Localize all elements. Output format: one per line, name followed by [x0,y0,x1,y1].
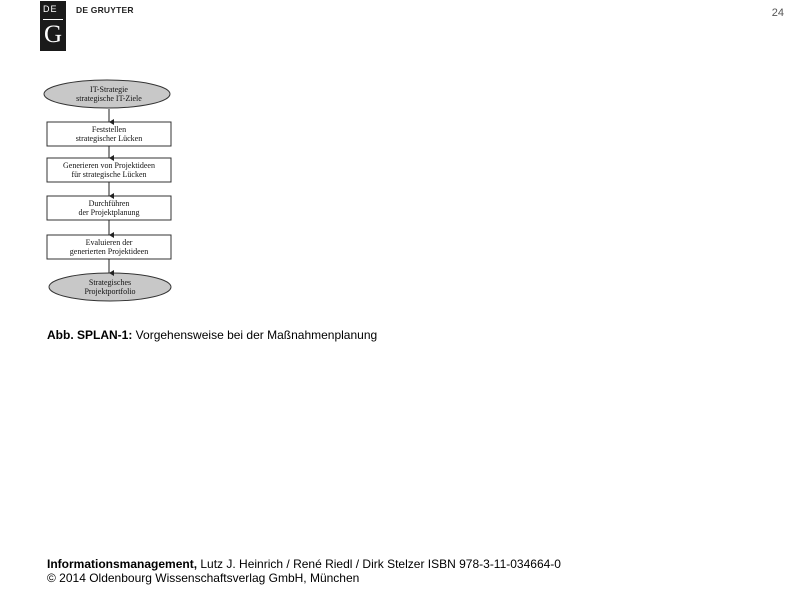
node-line: der Projektplanung [78,208,140,217]
node-line: generierten Projektideen [69,247,149,256]
figure-caption [47,328,377,342]
node-label-start [47,82,171,106]
logo-de-text: DE [43,4,58,14]
node-label-end [49,275,171,299]
node-line: Durchführen [88,199,130,208]
node-line: Evaluieren der [85,238,133,247]
publisher-name: DE GRUYTER [76,5,134,15]
node-line: Strategisches [88,278,132,287]
book-title: Informationsmanagement, [47,557,198,571]
flowchart-graphic [40,78,180,304]
logo-g-letter: G [44,21,63,48]
node-line: Projektportfolio [84,287,136,296]
book-authors-isbn: Lutz J. Heinrich / René Riedl / Dirk Stelzer ISBN 978-3-11-034664-0 [197,557,561,571]
node-label-step-2 [47,158,171,182]
caption-text: Vorgehensweise bei der Maßnahmenplanung [132,328,378,342]
logo-divider [43,19,63,20]
node-line: strategischer Lücken [75,134,143,143]
footer-line-1 [47,557,561,571]
node-label-step-4 [47,235,171,259]
page-number: 24 [771,7,784,19]
caption-label: Abb. SPLAN-1: [47,328,133,342]
node-line: IT-Strategie [90,85,128,94]
node-label-step-1 [47,122,171,146]
node-label-step-3 [47,196,171,220]
footer-citation [47,557,561,585]
node-line: strategische IT-Ziele [76,94,142,103]
node-line: Generieren von Projektideen [63,161,155,170]
de-gruyter-logo [40,1,66,51]
node-line: für strategische Lücken [71,170,147,179]
footer-copyright: © 2014 Oldenbourg Wissenschaftsverlag GmbH, München [47,571,360,585]
process-flowchart [40,78,180,304]
node-line: Feststellen [91,125,127,134]
